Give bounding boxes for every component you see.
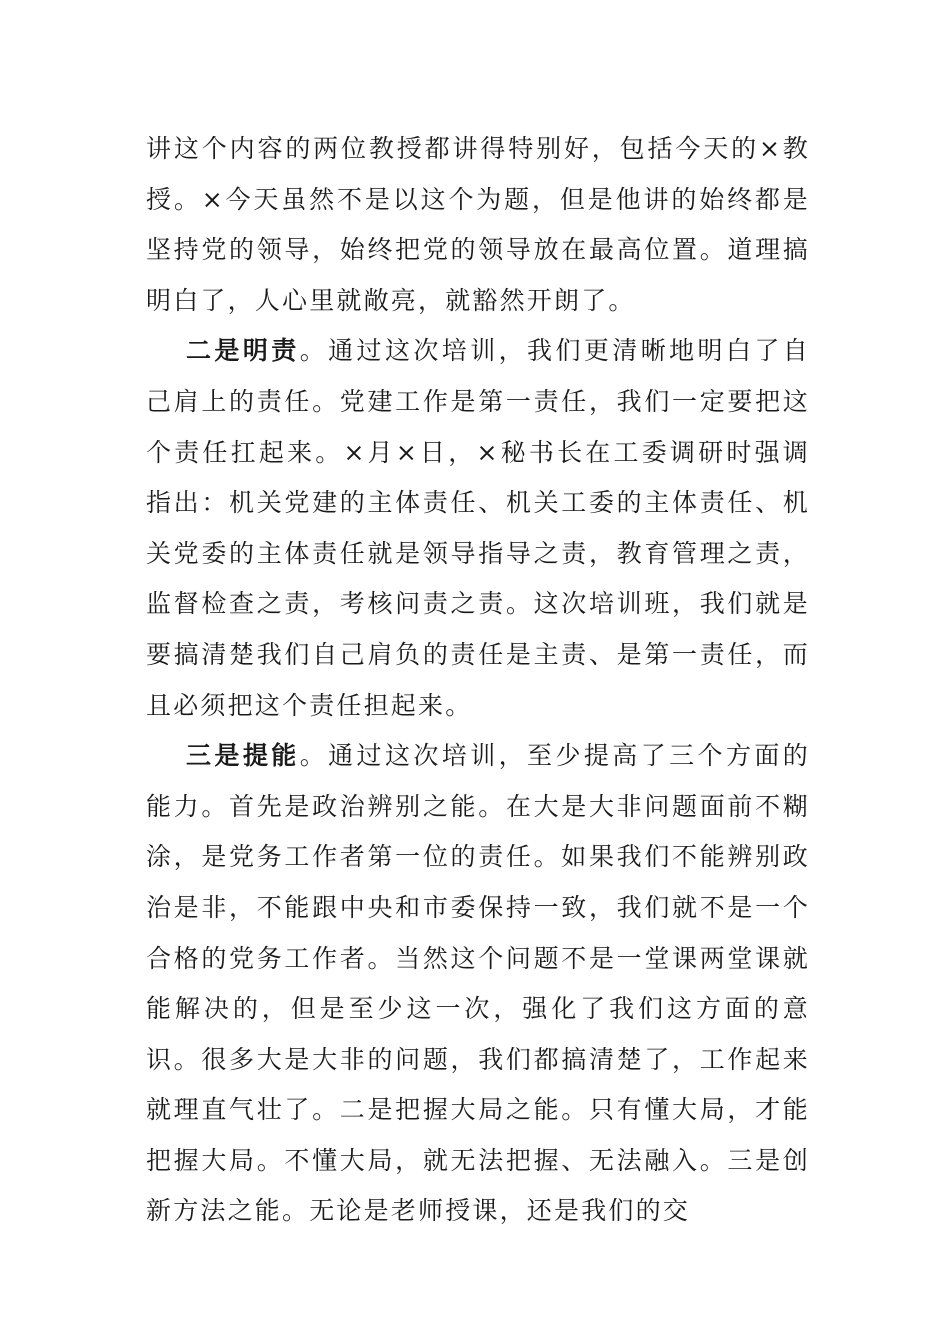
paragraph-body: 。通过这次培训，至少提高了三个方面的能力。首先是政治辨别之能。在大是大非问题面前不糊涂，是党务工作者第一位的责任。如果我们不能辨别政治是非，不能跟中央和市委保持一致，我们就不是一个合格的党务工作者。当然这个问题不是一堂课两堂课就能解决的，但是至少这一次，强化了我们这方面的意识。很多大是大非的问题，我们都搞清楚了，工作起来就理直气壮了。二是把握大局之能。只有懂大局，才能把握大局。不懂大局，就无法把握、无法融入。三是创新方法之能。无论是老师授课，还是我们的交 xyxy=(146,741,810,1226)
paragraph-body: 。通过这次培训，我们更清晰地明白了自己肩上的责任。党建工作是第一责任，我们一定要把这个责任扛起来。×月×日，×秘书长在工委调研时强调指出：机关党建的主体责任、机关工委的主体责任、机关党委的主体责任就是领导指导之责，教育管理之责，监督检查之责，考核问责之责。这次培训班，我们就是要搞清楚我们自己肩负的责任是主责、是第一责任，而且必须把这个责任担起来。 xyxy=(146,336,810,720)
paragraph-body: 讲这个内容的两位教授都讲得特别好，包括今天的×教授。×今天虽然不是以这个为题，但是他讲的始终都是坚持党的领导，始终把党的领导放在最高位置。道理搞明白了，人心里就敞亮，就豁然开朗了。 xyxy=(146,134,810,315)
paragraph-continuation xyxy=(146,124,810,326)
paragraph-heading: 三是提能 xyxy=(186,741,300,771)
paragraph-tineng xyxy=(146,731,810,1237)
paragraph-heading: 二是明责 xyxy=(186,336,300,366)
paragraph-mingze xyxy=(146,326,810,731)
document-page xyxy=(146,124,810,1237)
